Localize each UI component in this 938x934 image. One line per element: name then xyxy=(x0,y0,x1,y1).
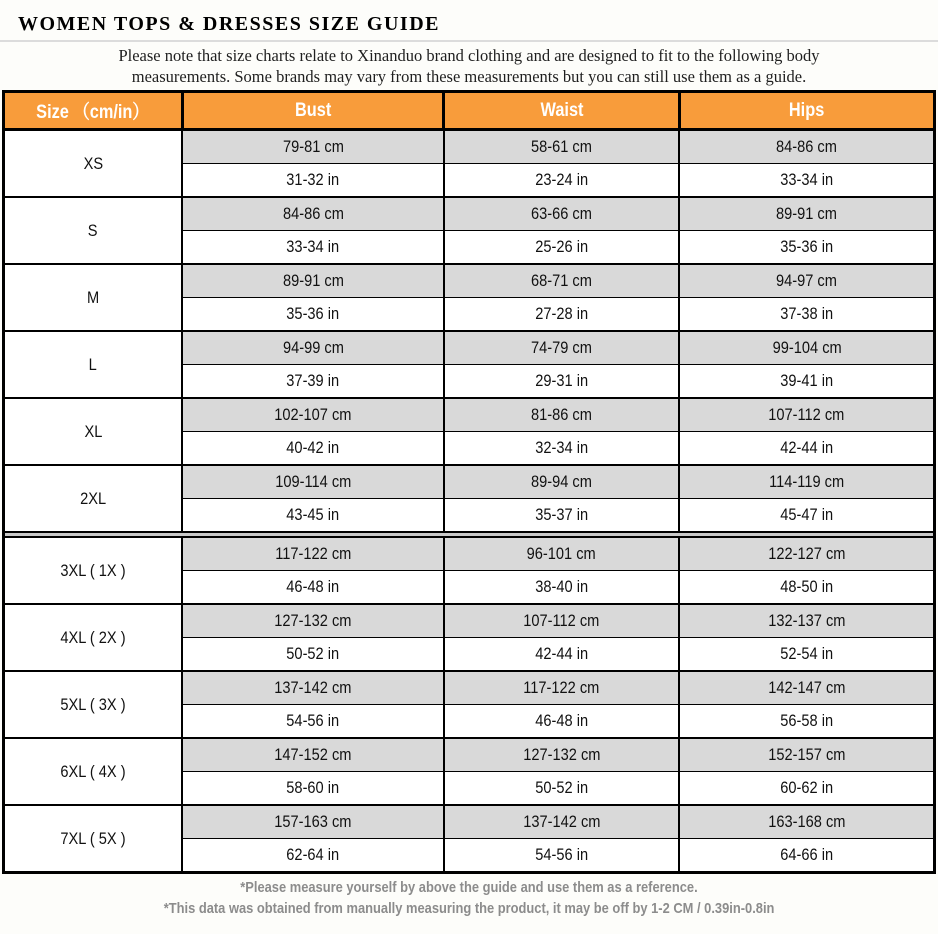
size-group-xl xyxy=(4,398,935,465)
footnote-2-text: *This data was obtained from manually measuring the product, it may be off by 1-2 CM / 0.39in-0.8in xyxy=(163,900,775,917)
bust-cm xyxy=(182,805,444,839)
waist-cm-value: 68-71 cm xyxy=(531,271,593,290)
col-header-bust xyxy=(182,92,444,130)
hips-cm xyxy=(679,738,934,772)
size-group-3xl xyxy=(4,537,935,604)
hips-cm xyxy=(679,465,934,499)
size-group-xs xyxy=(4,130,935,198)
bust-cm-value: 147-152 cm xyxy=(274,745,352,764)
hips-cm-value: 152-157 cm xyxy=(768,745,846,764)
hips-cm xyxy=(679,671,934,705)
waist-in xyxy=(444,571,680,605)
size-label xyxy=(4,130,183,198)
bust-cm xyxy=(182,738,444,772)
waist-in-value: 38-40 in xyxy=(535,577,589,596)
col-header-hips-label: Hips xyxy=(789,99,825,121)
waist-in-value: 46-48 in xyxy=(535,711,589,730)
size-label-text: 5XL ( 3X ) xyxy=(60,694,126,714)
size-label-text: 2XL xyxy=(80,488,107,508)
hips-in xyxy=(679,638,934,672)
hips-in-value: 45-47 in xyxy=(780,505,834,524)
page-title: WOMEN TOPS & DRESSES SIZE GUIDE xyxy=(18,13,440,35)
size-label xyxy=(4,465,183,532)
size-label-text: 6XL ( 4X ) xyxy=(60,761,126,781)
bust-cm-value: 102-107 cm xyxy=(274,405,352,424)
bust-cm-value: 79-81 cm xyxy=(282,137,344,156)
bust-cm-value: 157-163 cm xyxy=(274,812,352,831)
size-label xyxy=(4,671,183,738)
waist-in-value: 29-31 in xyxy=(535,371,589,390)
size-group-5xl xyxy=(4,671,935,738)
waist-cm xyxy=(444,537,680,571)
bust-cm-value: 84-86 cm xyxy=(282,204,344,223)
waist-cm xyxy=(444,604,680,638)
hips-in-value: 35-36 in xyxy=(780,237,834,256)
table-row xyxy=(4,537,935,571)
bust-in-value: 37-39 in xyxy=(286,371,340,390)
size-label xyxy=(4,537,183,604)
bust-cm-value: 127-132 cm xyxy=(274,611,352,630)
waist-cm-value: 96-101 cm xyxy=(527,544,597,563)
waist-cm-value: 81-86 cm xyxy=(531,405,593,424)
waist-cm xyxy=(444,738,680,772)
hips-cm xyxy=(679,197,934,231)
table-row xyxy=(4,805,935,839)
waist-in xyxy=(444,638,680,672)
hips-cm-value: 132-137 cm xyxy=(768,611,846,630)
waist-in-value: 50-52 in xyxy=(535,778,589,797)
bust-cm-value: 137-142 cm xyxy=(274,678,352,697)
bust-cm xyxy=(182,465,444,499)
waist-in-value: 42-44 in xyxy=(535,644,589,663)
size-label xyxy=(4,331,183,398)
bust-in xyxy=(182,571,444,605)
waist-cm-value: 137-142 cm xyxy=(523,812,601,831)
bust-in xyxy=(182,298,444,332)
waist-cm xyxy=(444,130,680,164)
hips-in xyxy=(679,365,934,399)
bust-in xyxy=(182,365,444,399)
waist-cm xyxy=(444,331,680,365)
size-label-text: 3XL ( 1X ) xyxy=(60,560,126,580)
col-header-waist-label: Waist xyxy=(540,99,584,121)
bust-in xyxy=(182,164,444,198)
bust-cm xyxy=(182,537,444,571)
bust-cm xyxy=(182,197,444,231)
bust-cm-value: 109-114 cm xyxy=(274,472,352,491)
hips-in-value: 33-34 in xyxy=(780,170,834,189)
bust-cm-value: 117-122 cm xyxy=(274,544,352,563)
hips-cm xyxy=(679,331,934,365)
footnotes xyxy=(0,877,938,919)
hips-cm xyxy=(679,398,934,432)
table-row xyxy=(4,465,935,499)
size-group-7xl xyxy=(4,805,935,873)
footnote-measure-reference xyxy=(0,877,938,898)
bust-cm xyxy=(182,331,444,365)
waist-in xyxy=(444,772,680,806)
waist-in xyxy=(444,432,680,466)
waist-cm-value: 89-94 cm xyxy=(531,472,593,491)
hips-in-value: 37-38 in xyxy=(780,304,834,323)
size-label xyxy=(4,604,183,671)
hips-in xyxy=(679,772,934,806)
size-group-2xl xyxy=(4,465,935,532)
hips-cm-value: 142-147 cm xyxy=(768,678,846,697)
hips-in-value: 48-50 in xyxy=(780,577,834,596)
col-header-bust-label: Bust xyxy=(294,99,332,121)
waist-in xyxy=(444,298,680,332)
hips-in-value: 42-44 in xyxy=(780,438,834,457)
bust-cm xyxy=(182,398,444,432)
hips-cm xyxy=(679,130,934,164)
waist-in-value: 27-28 in xyxy=(535,304,589,323)
hips-cm xyxy=(679,604,934,638)
waist-in-value: 25-26 in xyxy=(535,237,589,256)
hips-cm xyxy=(679,264,934,298)
size-group-4xl xyxy=(4,604,935,671)
waist-cm-value: 58-61 cm xyxy=(531,137,593,156)
bust-in-value: 62-64 in xyxy=(286,845,340,864)
table-row xyxy=(4,738,935,772)
hips-cm-value: 107-112 cm xyxy=(768,405,845,424)
hips-cm-value: 114-119 cm xyxy=(769,472,845,491)
waist-in xyxy=(444,499,680,533)
waist-in-value: 23-24 in xyxy=(535,170,589,189)
bust-in-value: 31-32 in xyxy=(286,170,340,189)
hips-cm-value: 163-168 cm xyxy=(768,812,846,831)
title-divider xyxy=(0,40,938,42)
hips-in-value: 52-54 in xyxy=(780,644,834,663)
bust-cm xyxy=(182,671,444,705)
waist-cm xyxy=(444,264,680,298)
bust-in-value: 35-36 in xyxy=(286,304,340,323)
hips-in xyxy=(679,839,934,873)
bust-in xyxy=(182,231,444,265)
bust-in-value: 43-45 in xyxy=(286,505,340,524)
table-row xyxy=(4,197,935,231)
size-label-text: S xyxy=(88,220,99,240)
bust-cm xyxy=(182,264,444,298)
bust-in-value: 40-42 in xyxy=(286,438,340,457)
hips-in xyxy=(679,231,934,265)
size-label-text: 4XL ( 2X ) xyxy=(60,627,126,647)
hips-cm xyxy=(679,805,934,839)
table-row xyxy=(4,331,935,365)
waist-cm xyxy=(444,197,680,231)
waist-in-value: 32-34 in xyxy=(535,438,589,457)
hips-cm-value: 89-91 cm xyxy=(776,204,838,223)
hips-in xyxy=(679,298,934,332)
table-row xyxy=(4,398,935,432)
bust-in-value: 50-52 in xyxy=(286,644,340,663)
table-row xyxy=(4,264,935,298)
bust-in xyxy=(182,499,444,533)
size-label xyxy=(4,197,183,264)
waist-cm-value: 63-66 cm xyxy=(531,204,593,223)
hips-in xyxy=(679,164,934,198)
bust-in xyxy=(182,772,444,806)
size-label xyxy=(4,738,183,805)
bust-cm-value: 94-99 cm xyxy=(282,338,344,357)
waist-in xyxy=(444,705,680,739)
hips-cm xyxy=(679,537,934,571)
hips-cm-value: 94-97 cm xyxy=(776,271,838,290)
intro-note-line1: Please note that size charts relate to Xinanduo brand clothing and are designed to fit to the following body xyxy=(118,46,820,65)
size-chart-table xyxy=(2,90,936,874)
col-header-waist xyxy=(444,92,680,130)
size-label-text: XS xyxy=(83,153,103,173)
bust-in-value: 46-48 in xyxy=(286,577,340,596)
hips-cm-value: 99-104 cm xyxy=(772,338,842,357)
size-label xyxy=(4,264,183,331)
bust-in-value: 54-56 in xyxy=(286,711,340,730)
bust-in xyxy=(182,705,444,739)
hips-in-value: 39-41 in xyxy=(780,371,834,390)
bust-in xyxy=(182,839,444,873)
waist-cm-value: 127-132 cm xyxy=(523,745,601,764)
table-row xyxy=(4,671,935,705)
waist-in xyxy=(444,365,680,399)
size-group-l xyxy=(4,331,935,398)
bust-cm xyxy=(182,604,444,638)
bust-in-value: 58-60 in xyxy=(286,778,340,797)
hips-in-value: 64-66 in xyxy=(780,845,834,864)
intro-note xyxy=(10,45,928,87)
intro-note-line2: measurements. Some brands may vary from these measurements but you can still use them as a guide. xyxy=(131,67,807,86)
waist-in xyxy=(444,164,680,198)
hips-in xyxy=(679,571,934,605)
table-row xyxy=(4,130,935,164)
size-label-text: M xyxy=(87,287,100,307)
waist-cm xyxy=(444,398,680,432)
size-group-s xyxy=(4,197,935,264)
bust-cm xyxy=(182,130,444,164)
col-header-hips xyxy=(679,92,934,130)
hips-in-value: 56-58 in xyxy=(780,711,834,730)
col-header-size-label: Size （cm/in） xyxy=(36,102,150,123)
waist-cm-value: 107-112 cm xyxy=(523,611,600,630)
bust-cm-value: 89-91 cm xyxy=(282,271,344,290)
size-group-6xl xyxy=(4,738,935,805)
hips-cm-value: 84-86 cm xyxy=(776,137,838,156)
waist-cm xyxy=(444,671,680,705)
waist-in xyxy=(444,839,680,873)
footnote-1-text: *Please measure yourself by above the guide and use them as a reference. xyxy=(240,879,698,896)
waist-cm-value: 74-79 cm xyxy=(531,338,593,357)
hips-in-value: 60-62 in xyxy=(780,778,834,797)
table-row xyxy=(4,604,935,638)
waist-in-value: 54-56 in xyxy=(535,845,589,864)
size-label xyxy=(4,398,183,465)
size-chart-header xyxy=(4,92,935,130)
waist-cm-value: 117-122 cm xyxy=(523,678,600,697)
col-header-size xyxy=(4,92,183,130)
bust-in xyxy=(182,638,444,672)
hips-cm-value: 122-127 cm xyxy=(768,544,846,563)
waist-in-value: 35-37 in xyxy=(535,505,589,524)
size-label xyxy=(4,805,183,873)
hips-in xyxy=(679,705,934,739)
size-label-text: L xyxy=(89,354,98,374)
waist-cm xyxy=(444,465,680,499)
hips-in xyxy=(679,432,934,466)
bust-in xyxy=(182,432,444,466)
waist-in xyxy=(444,231,680,265)
hips-in xyxy=(679,499,934,533)
footnote-measure-tolerance xyxy=(0,898,938,919)
size-label-text: XL xyxy=(84,421,103,441)
bust-in-value: 33-34 in xyxy=(286,237,340,256)
size-group-m xyxy=(4,264,935,331)
size-label-text: 7XL ( 5X ) xyxy=(60,828,126,848)
waist-cm xyxy=(444,805,680,839)
